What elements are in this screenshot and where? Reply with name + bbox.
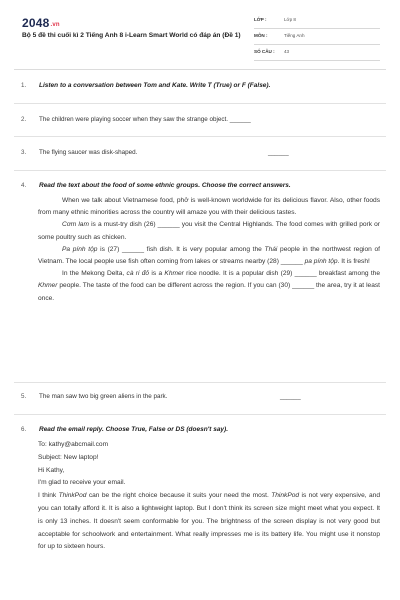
meta-subject: MÔN : Tiếng Anh	[254, 29, 380, 45]
question-text: Listen to a conversation between Tom and Kate. Write T (True) or F (False).	[39, 82, 271, 89]
site-logo[interactable]: 2048.vn	[22, 16, 60, 30]
question-text: The flying saucer was disk-shaped.	[39, 149, 138, 156]
passage-paragraph-1: When we talk about Vietnamese food, phở is well-known worldwide for its delicious flavor. Also, other foods from many ethnic minorities across the country will amaze you with their delicious tastes.	[38, 197, 380, 217]
reading-passage	[38, 195, 380, 305]
question-number: 1.	[21, 82, 27, 89]
question-number: 3.	[21, 149, 27, 156]
document-title: Bộ 5 đề thi cuối kì 2 Tiếng Anh 8 i-Learn Smart World có đáp án (Đề 1)	[22, 32, 241, 39]
divider	[14, 170, 386, 171]
meta-class: LỚP : Lớp 8	[254, 13, 380, 29]
question-text: Read the text about the food of some ethnic groups. Choose the correct answers.	[39, 182, 291, 189]
question-number: 5.	[21, 393, 27, 400]
email-reply	[38, 439, 380, 554]
question-number: 4.	[21, 182, 27, 189]
divider	[14, 382, 386, 383]
email-subject: Subject: New laptop!	[38, 453, 99, 461]
divider	[14, 136, 386, 137]
passage-paragraph-4: In the Mekong Delta, cà ri đỏ is a Khmer rice noodle. It is a popular dish (29) ______ breakfast among the Khmer people. The taste of the food can be different across the region. If you can (30) ______ the area, try it at least once.	[38, 270, 381, 302]
question-text: The man saw two big green aliens in the park.	[39, 393, 168, 400]
email-line: I'm glad to receive your email.	[38, 479, 126, 487]
header-divider	[14, 69, 386, 70]
email-greeting: Hi Kathy,	[38, 466, 65, 474]
divider	[14, 414, 386, 415]
document-meta	[254, 13, 380, 61]
answer-blank[interactable]: ______	[280, 393, 301, 400]
email-body: I think ThinkPod can be the right choice because it suits your need the most. ThinkPod is not very expensive, and you can totally afford it. It is also a lightweight laptop. But I don't think its screen size might meet what you expect. It is only 13 inches. It doesn't seem conformable for you. The brightness of the screen display is not very good but acceptable for schoolwork and entertainment. What really impresses me is its battery life. You might use it nonstop for up to sixteen hours.	[38, 492, 380, 551]
question-number: 2.	[21, 116, 27, 123]
question-text: The children were playing soccer when they saw the strange object. ______	[39, 116, 251, 123]
passage-paragraph-2: Cơm lam is a must-try dish (26) ______ you visit the Central Highlands. The food comes with grilled pork or some poultry such as chicken.	[38, 221, 381, 241]
divider	[14, 103, 386, 104]
passage-paragraph-3: Pa pính tộp is (27) ______ fish dish. It is very popular among the Thái people in the northwest region of Vietnam. The local people use fish often coming from lakes or streams nearby (28) ______ pa pính tộp. It is fresh!	[38, 245, 380, 266]
question-text: Read the email reply. Choose True, False or DS (doesn't say).	[39, 426, 229, 433]
page-header	[0, 0, 400, 66]
meta-question-count: SỐ CÂU : 43	[254, 45, 380, 61]
answer-blank[interactable]: ______	[268, 149, 289, 156]
email-to: To: kathy@abcmail.com	[38, 441, 109, 448]
question-number: 6.	[21, 426, 27, 433]
